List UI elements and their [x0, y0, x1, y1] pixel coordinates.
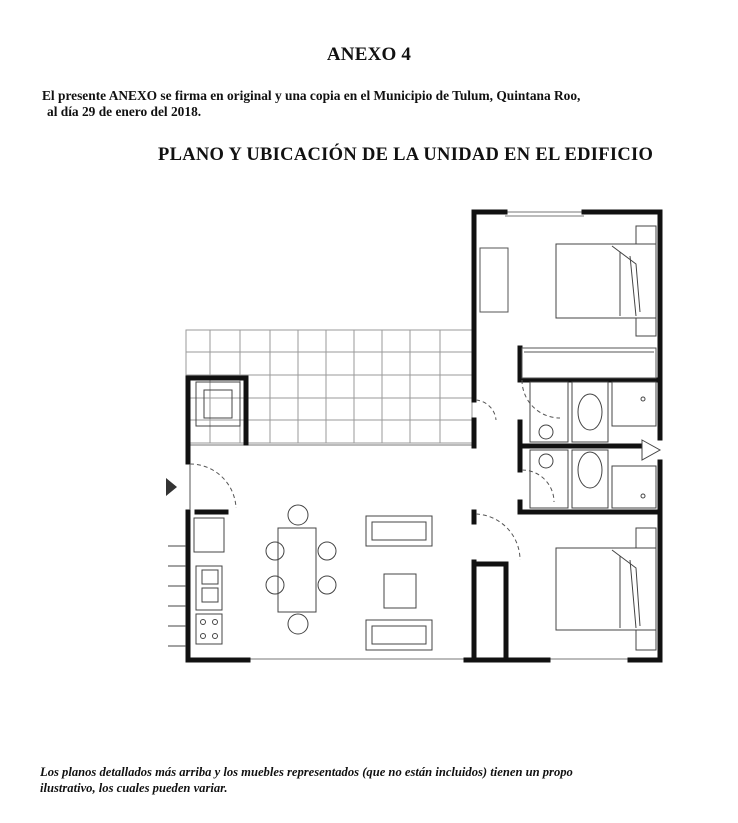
intro-line-1: El presente ANEXO se firma en original y una copia en el Municipio de Tulum, Quintana Roo, — [42, 88, 581, 103]
intro-line-2: al día 29 de enero del 2018. — [47, 104, 202, 119]
living-room — [366, 516, 432, 650]
bed-1 — [556, 226, 656, 336]
footnote — [40, 764, 738, 796]
walls — [188, 212, 660, 660]
footnote-line-2: ilustrativo, los cuales pueden variar. — [40, 781, 228, 795]
wardrobe-panel — [480, 248, 508, 312]
entry-arrow-icon — [166, 478, 177, 496]
plan-subtitle: PLANO Y UBICACIÓN DE LA UNIDAD EN EL EDIFICIO — [158, 145, 654, 165]
dining-set — [266, 505, 336, 634]
footnote-line-1: Los planos detallados más arriba y los muebles representados (que no están incluidos) tienen un propo — [40, 765, 573, 779]
thin-lines — [186, 212, 628, 659]
closet-bedroom-1 — [522, 348, 656, 378]
bed-2 — [556, 528, 656, 650]
annex-heading: ANEXO 4 — [326, 44, 412, 65]
